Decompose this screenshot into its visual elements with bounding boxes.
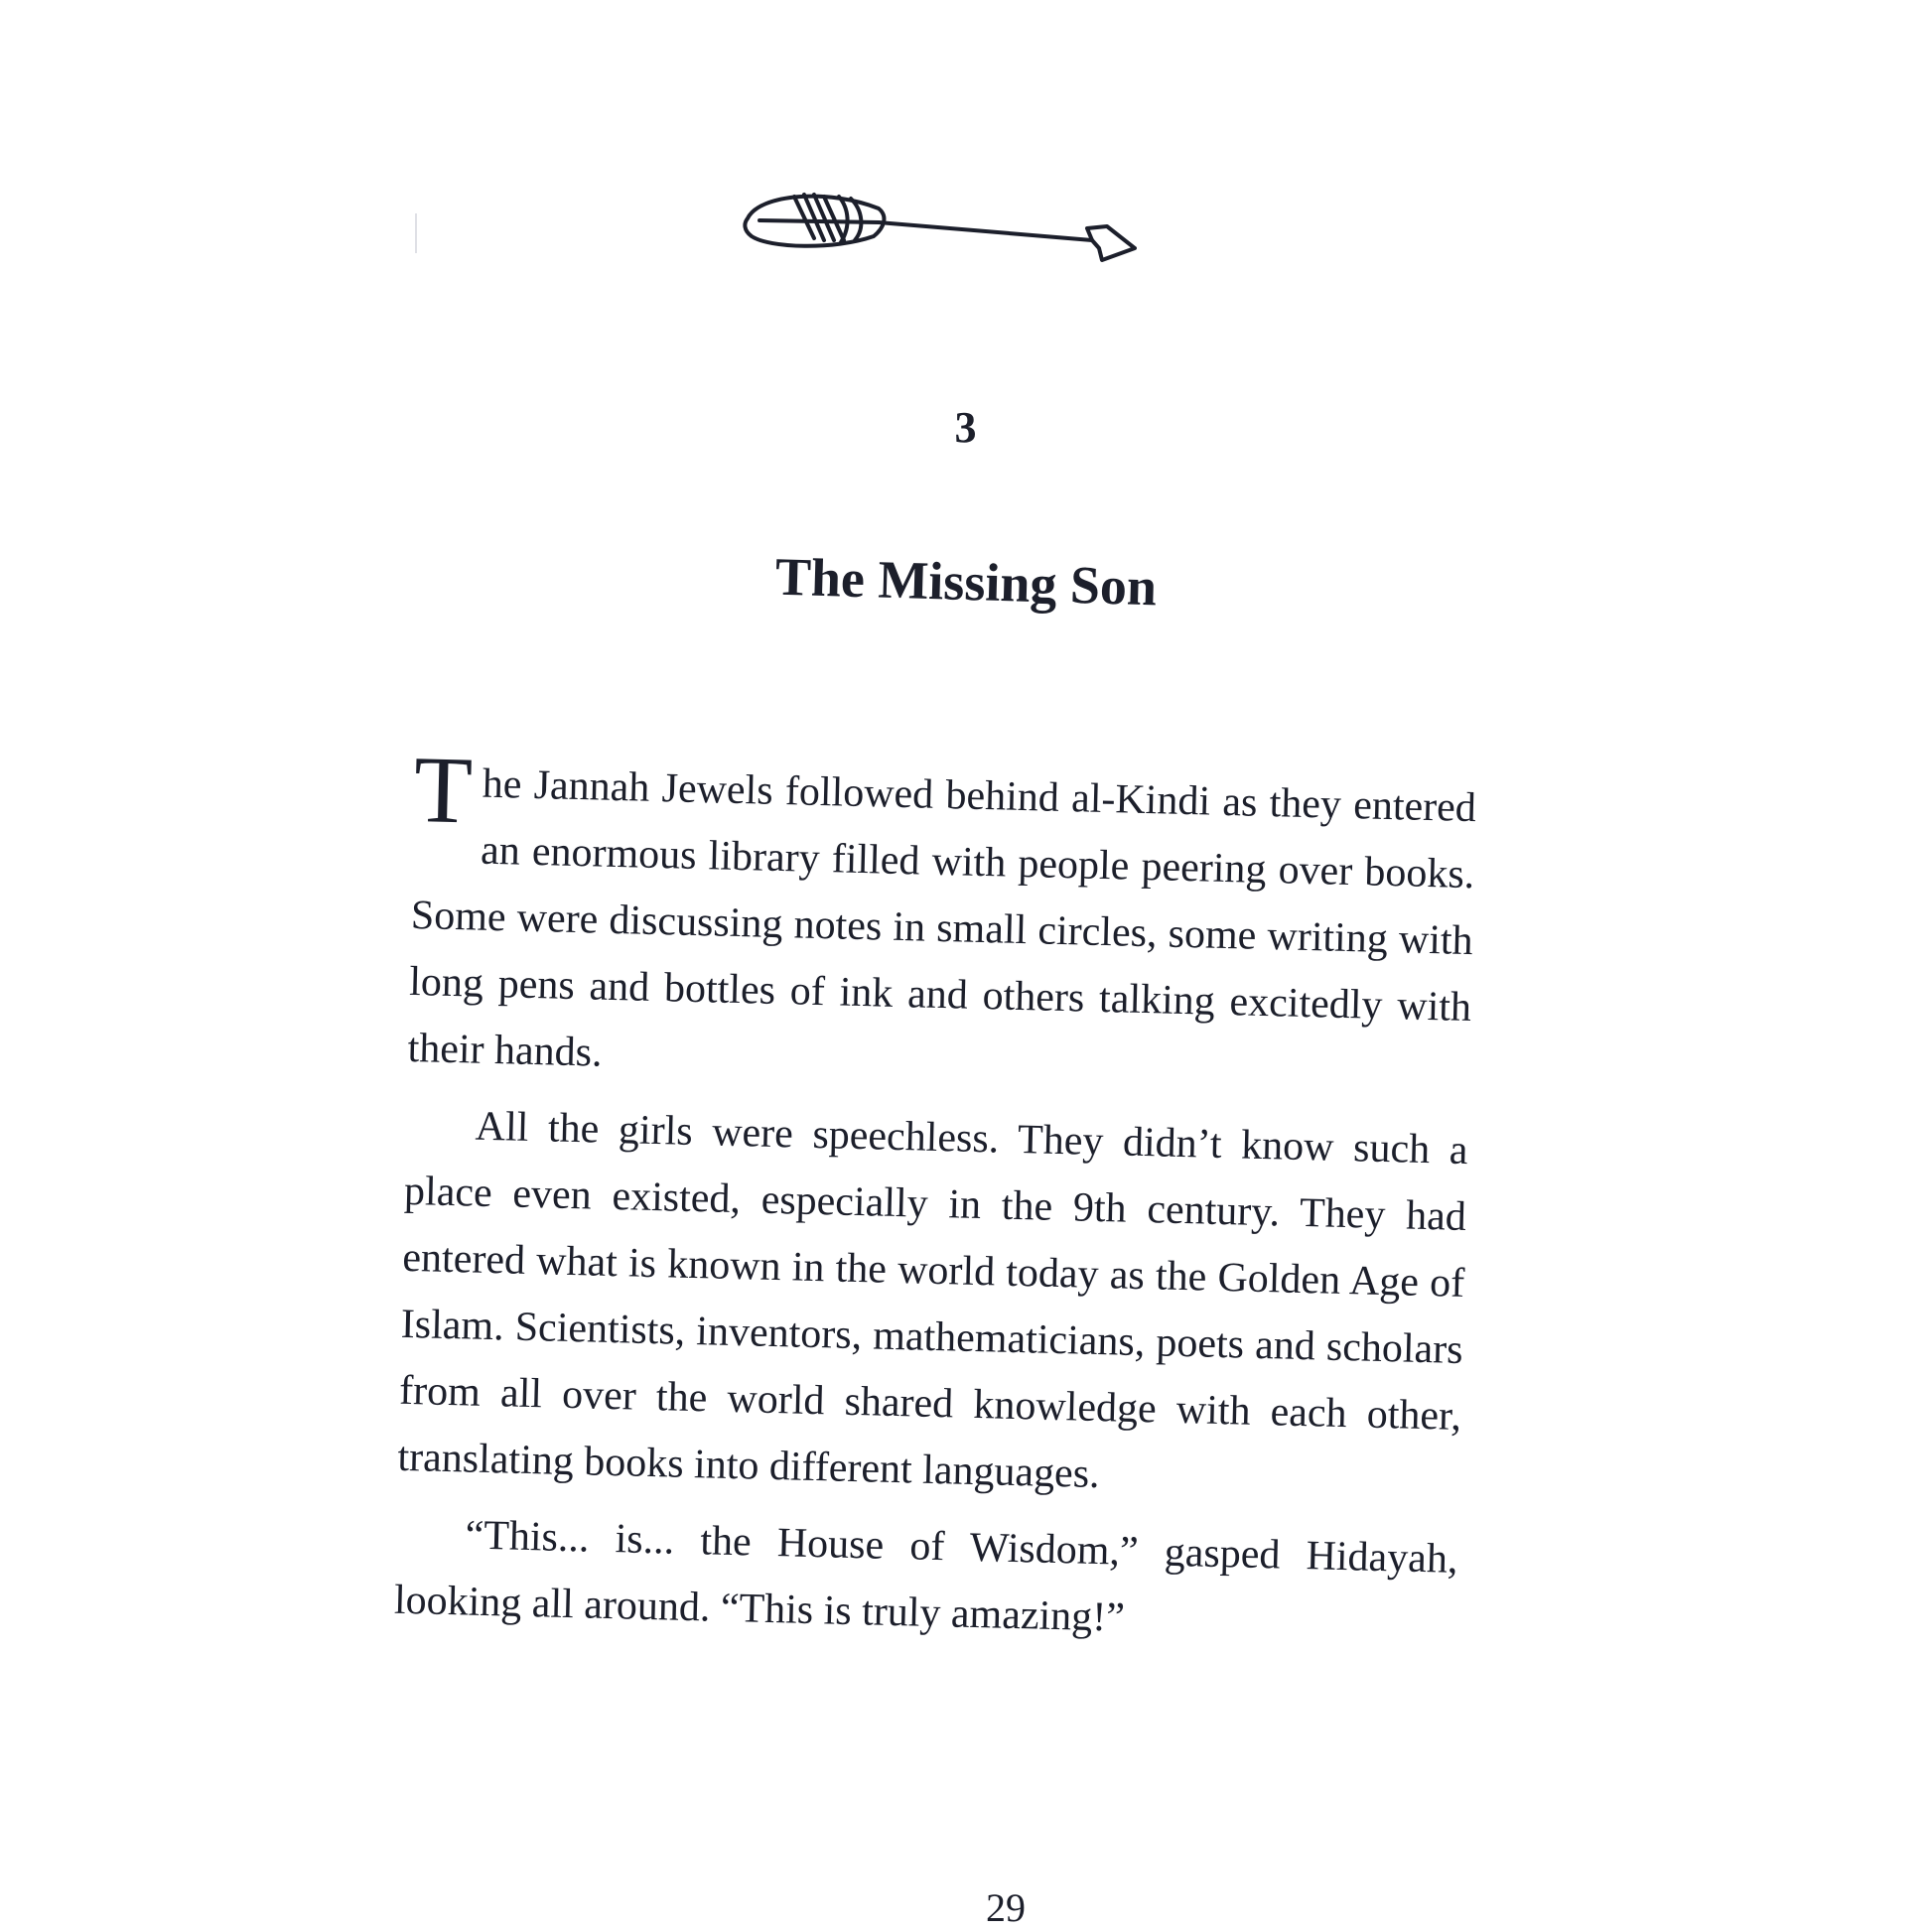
page-number: 29: [986, 1885, 1026, 1930]
chapter-number: 3: [954, 403, 978, 452]
paragraph-2: All the girls were speechless. They didn’t know such a place even existed, especially in the 9th century. They had entered what is known in the world today as the Golden Age of Islam. Scientists, inventors, mathematicians, poets and scholars from all over the world shared knowledge with each other, translating books into different languages.: [397, 1103, 1469, 1498]
chapter-title: The Missing Son: [774, 546, 1158, 618]
drop-cap: T: [412, 736, 474, 844]
paragraph-3: “This... is... the House of Wisdom,” gasped Hidayah, looking all around. “This is truly amazing!”: [393, 1512, 1458, 1641]
paragraph-1: [407, 736, 1477, 1108]
chapter-body: [393, 736, 1477, 1660]
page-edge-mark: [415, 213, 417, 253]
paragraph-1-text: he Jannah Jewels followed behind al-Kindi as they entered an enormous library filled with people peering over books. Some were discussing notes in small circles, some writing with long pens and bottles of ink and others talking excitedly with their hands.: [407, 760, 1477, 1076]
arrow-feather-icon: [740, 179, 1137, 288]
